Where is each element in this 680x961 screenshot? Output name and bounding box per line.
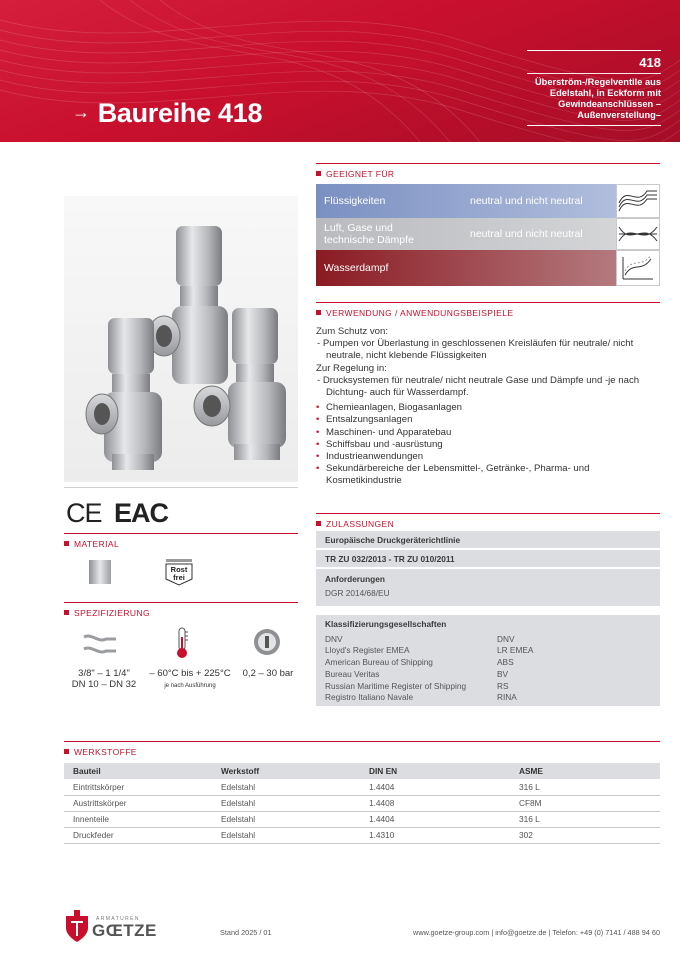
steam-icon (616, 250, 660, 286)
liquid-flow-icon (616, 184, 660, 218)
page-title (72, 98, 262, 129)
product-photo (64, 196, 298, 482)
list-item: • Industrieanwendungen (316, 451, 656, 463)
list-item: • Sekundärbereiche der Lebensmittel-, Getränke-, Pharma- und Kosmetikindustrie (316, 463, 656, 487)
series-number: 418 (639, 55, 661, 70)
spec-heading: SPEZIFIZIERUNG (64, 602, 298, 616)
square-icon (316, 521, 321, 526)
eac-mark: EAC (114, 498, 169, 528)
material-heading: MATERIAL (64, 533, 298, 547)
list-item: • Chemieanlagen, Biogasanlagen (316, 402, 656, 414)
usage-intro-protection: Zum Schutz von: (316, 326, 388, 337)
list-item: • Schiffsbau und -ausrüstung (316, 439, 656, 451)
footer-stand: Stand 2025 / 01 (220, 928, 272, 937)
suitable-heading: GEEIGNET FÜR (316, 163, 660, 177)
square-icon (316, 171, 321, 176)
approvals-societies: Klassifizierungsgesellschaften DNV DNV Lloyd's Register EMEA LR EMEA American Bureau of Shipping ABS Bureau Veritas BV Russian Maritime Register of Shipping RS Registro Italiano Navale RINA (316, 615, 660, 706)
square-icon (316, 310, 321, 315)
table-row: Austrittskörper Edelstahl 1.4408 CF8M (64, 795, 660, 811)
list-item: • Maschinen- und Apparatebau (316, 427, 656, 439)
series-info-box (527, 50, 661, 126)
materials-table (64, 763, 660, 844)
rostfrei-badge (164, 558, 194, 586)
square-icon (64, 610, 69, 615)
logo-tagline: ARMATUREN (96, 916, 140, 922)
goetze-logo (64, 906, 164, 946)
square-icon (64, 541, 69, 546)
table-header-row: Bauteil Werkstoff DIN EN ASME (64, 763, 660, 779)
pressure-gauge-icon (253, 628, 281, 656)
suitable-row-steam: Wasserdampf (316, 250, 660, 286)
arrow-right-icon: → (72, 102, 90, 122)
divider (64, 487, 298, 488)
approvals-heading: ZULASSUNGEN (316, 513, 660, 527)
thread-connection-icon (82, 631, 118, 655)
ce-mark: CE (66, 498, 102, 528)
usage-regulation-item: - Drucksystemen für neutrale/ nicht neutrale Gase und Dämpfe und -je nach Dichtung- auch für Wasserdampf. (317, 374, 640, 399)
valves-illustration (64, 196, 298, 482)
suitable-row-gases: Luft, Gase und technische Dämpfe neutral und nicht neutral (316, 218, 660, 250)
usage-heading: VERWENDUNG / ANWENDUNGSBEISPIELE (316, 302, 660, 316)
suitable-row-liquids: Flüssigkeiten neutral und nicht neutral (316, 184, 660, 218)
series-title: Baureihe 418 (97, 98, 263, 128)
logo-name: GŒTZE (92, 921, 157, 940)
square-icon (64, 749, 69, 754)
series-description: Überström-/Regelventile aus Edelstahl, in Eckform mit Gewindeanschlüssen –Außenverstellung– (527, 73, 661, 121)
table-row: Druckfeder Edelstahl 1.4310 302 (64, 827, 660, 843)
size-spec: 3/8" – 1 1/4" DN 10 – DN 32 (71, 668, 137, 690)
approvals-requirements: Anforderungen DGR 2014/68/EU (316, 569, 660, 606)
table-row: Innenteile Edelstahl 1.4404 316 L (64, 811, 660, 827)
thermometer-icon (174, 627, 190, 659)
rostfrei-text: Rost frei (170, 565, 188, 582)
pressure-spec: 0,2 – 30 bar (242, 668, 294, 679)
usage-text (316, 326, 656, 488)
materials-heading: WERKSTOFFE (64, 741, 660, 755)
footer-contact: www.goetze-group.com | info@goetze.de | Telefon: +49 (0) 7141 / 488 94 60 (413, 928, 660, 937)
list-item: • Entsalzungsanlagen (316, 414, 656, 426)
approvals-directive: Europäische Druckgeräterichtlinie (316, 531, 660, 548)
steel-swatch (89, 560, 111, 584)
table-row: Eintrittskörper Edelstahl 1.4404 316 L (64, 779, 660, 795)
usage-intro-regulation: Zur Regelung in: (316, 362, 387, 374)
goetze-shield-icon (64, 908, 90, 944)
temperature-spec: – 60°C bis + 225°C je nach Ausführung (149, 668, 231, 689)
header-banner (0, 0, 680, 142)
gas-flow-icon (616, 218, 660, 250)
usage-bullet-list (316, 402, 656, 487)
usage-protection-item: - Pumpen vor Überlastung in geschlossenen Kreisläufen für neutrale/ nicht neutrale, nicht klebende Flüssigkeiten (317, 338, 634, 362)
approvals-tr: TR ZU 032/2013 - TR ZU 010/2011 (316, 550, 660, 567)
